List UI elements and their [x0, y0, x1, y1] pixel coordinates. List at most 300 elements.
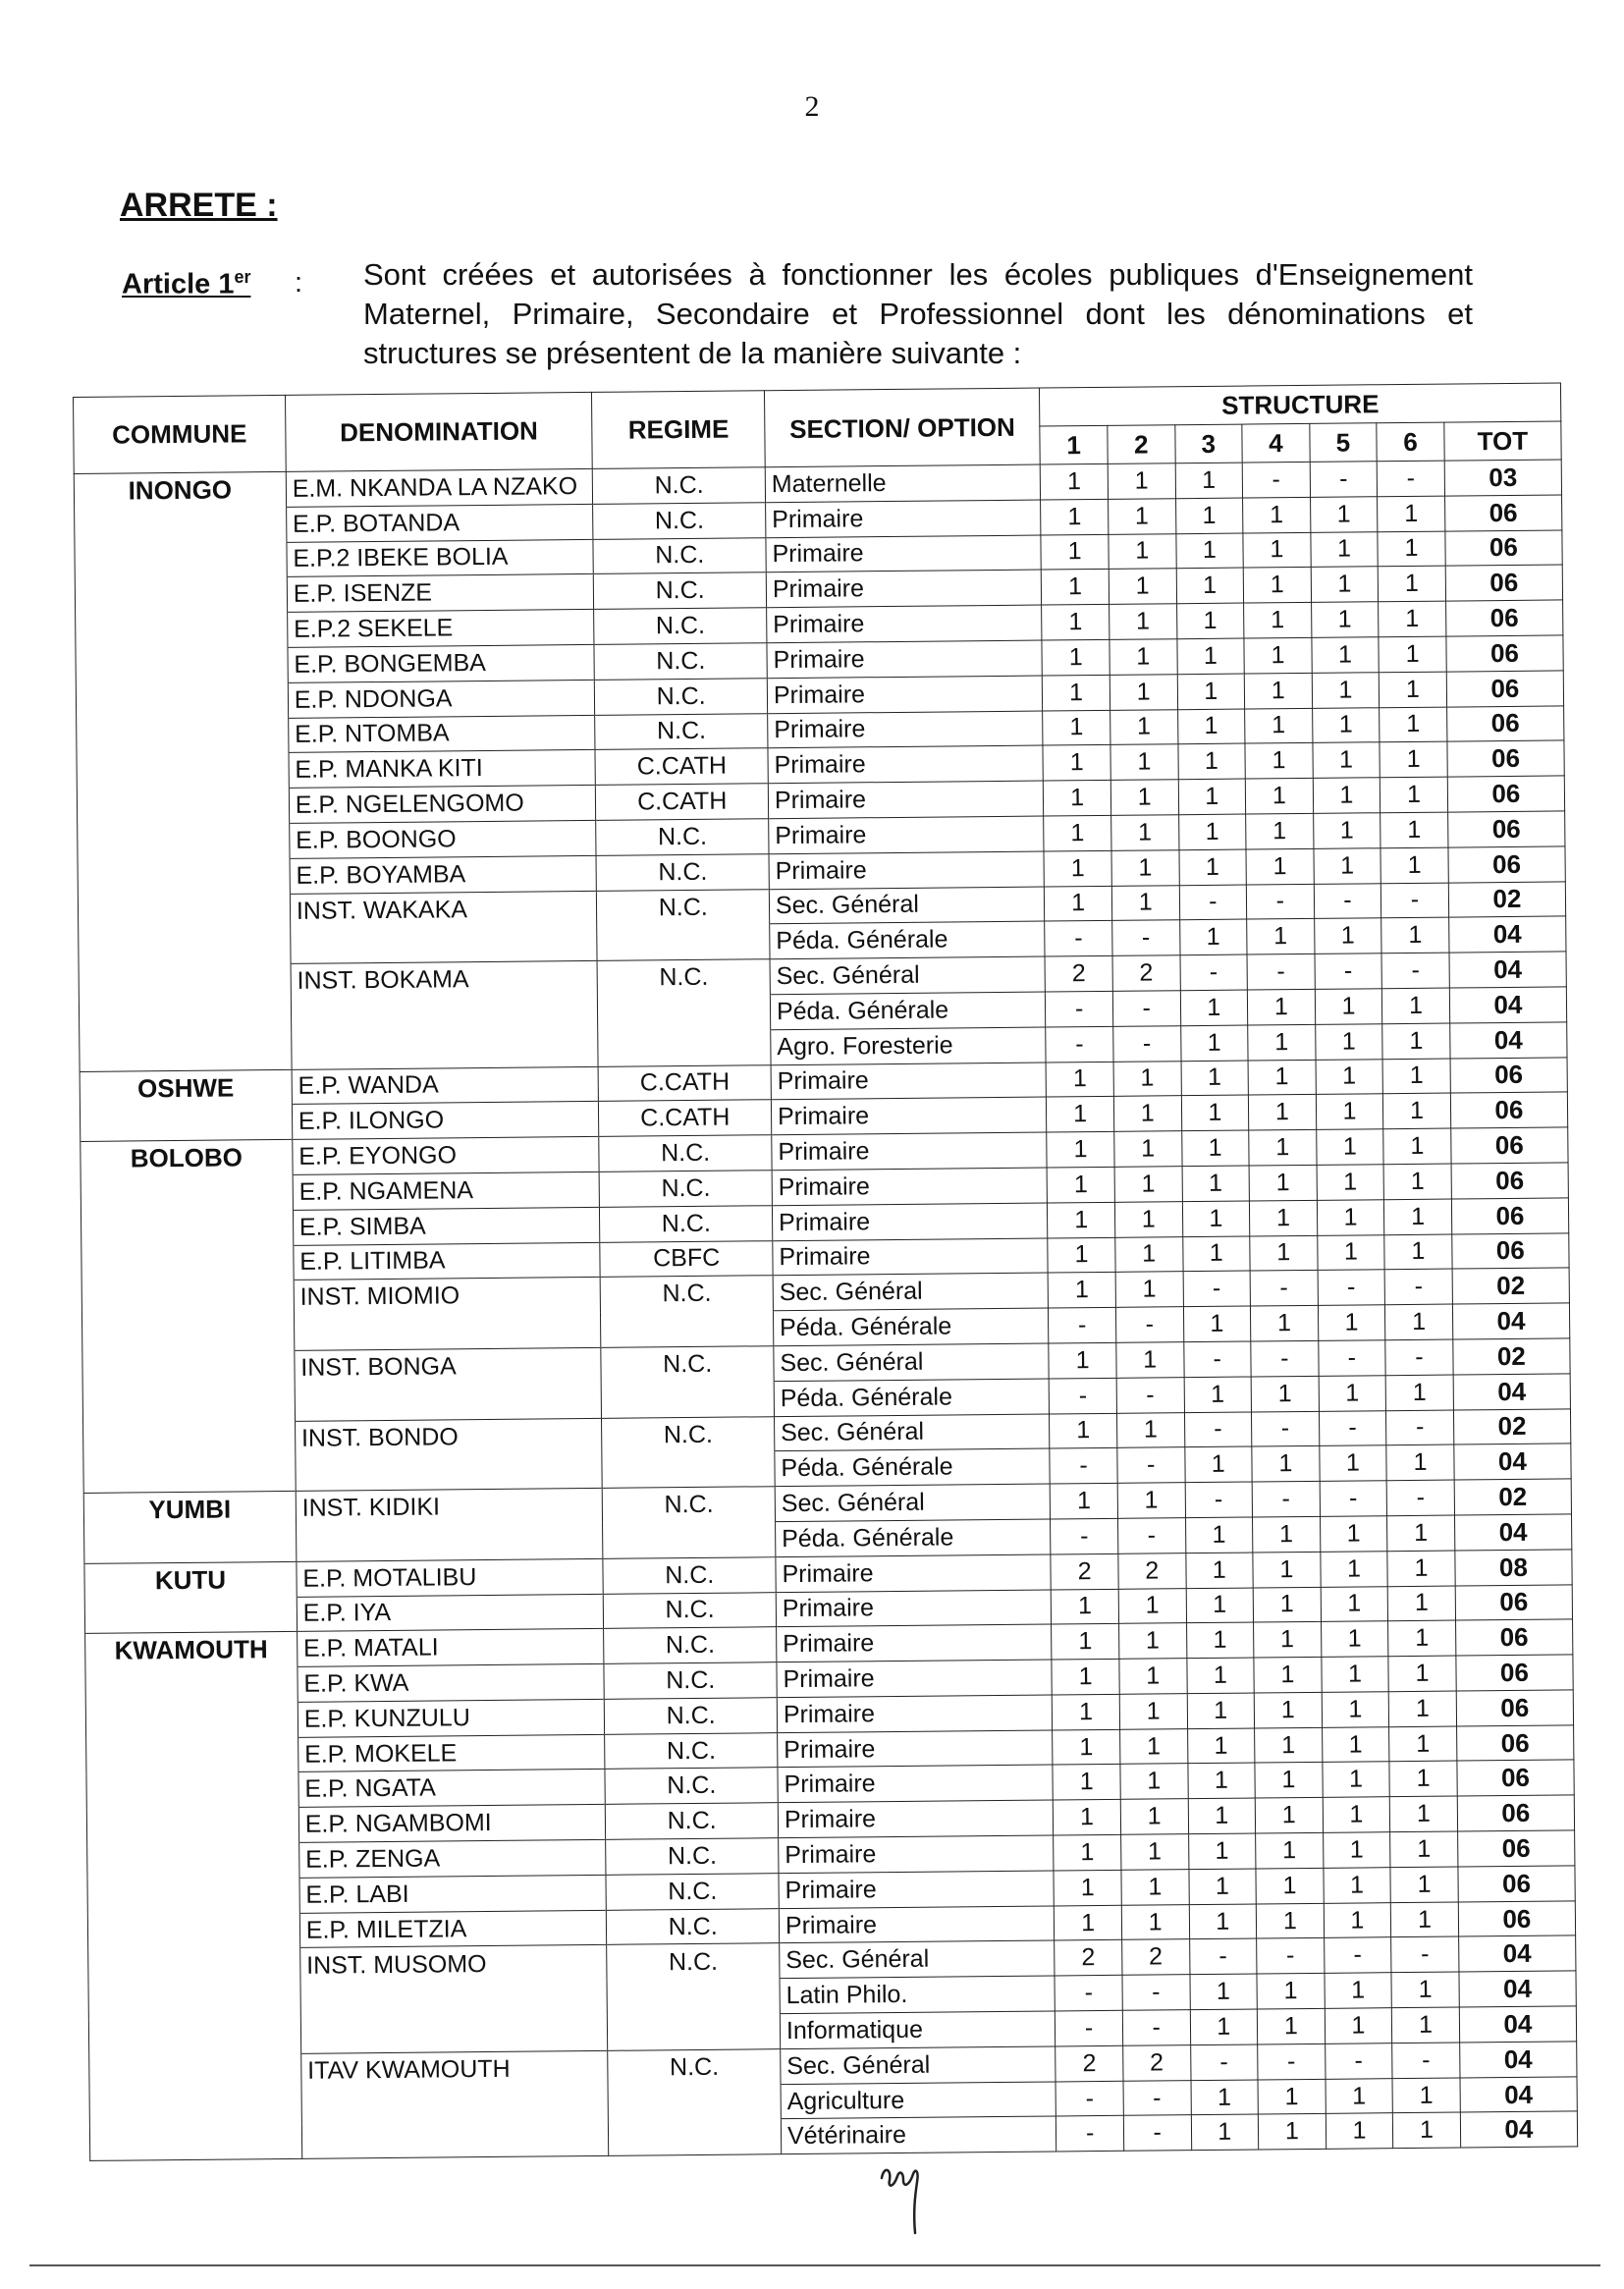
denomination-cell: E.P. BOYAMBA: [290, 855, 597, 894]
structure-level-3-cell: 1: [1181, 1095, 1249, 1130]
section-option-cell: Primaire: [776, 1554, 1052, 1592]
commune-cell: [79, 929, 291, 966]
structure-level-2-cell: -: [1123, 2080, 1191, 2115]
structure-level-5-cell: 1: [1321, 1621, 1388, 1657]
commune-cell: [83, 1421, 296, 1458]
regime-cell: [608, 2014, 781, 2050]
structure-level-4-cell: 1: [1248, 1060, 1316, 1095]
structure-level-3-cell: 1: [1186, 1588, 1254, 1623]
structure-level-5-cell: 1: [1319, 1375, 1386, 1410]
regime-cell: N.C.: [605, 1732, 778, 1769]
structure-level-4-cell: 1: [1254, 1622, 1322, 1658]
section-option-cell: Agriculture: [781, 2082, 1056, 2119]
structure-level-2-cell: -: [1117, 1518, 1185, 1553]
structure-level-1-cell: 1: [1051, 1483, 1118, 1518]
decree-heading: ARRETE :: [120, 187, 278, 224]
commune-cell: [87, 1878, 299, 1915]
structure-level-5-cell: 1: [1324, 1868, 1391, 1903]
total-cell: 06: [1446, 706, 1564, 742]
structure-level-5-cell: 1: [1323, 1832, 1390, 1868]
structure-level-2-cell: 1: [1121, 1834, 1189, 1870]
structure-level-2-cell: 1: [1110, 604, 1177, 639]
section-option-cell: Agro. Foresterie: [771, 1027, 1047, 1064]
section-option-cell: Sec. Général: [781, 2046, 1056, 2084]
denomination-cell: INST. BOKAMA: [291, 961, 598, 1000]
structure-level-2-cell: 1: [1118, 1623, 1186, 1659]
structure-level-6-cell: 1: [1383, 1128, 1451, 1164]
regime-cell: C.CATH: [595, 748, 768, 785]
structure-level-1-cell: 1: [1053, 1694, 1120, 1729]
denomination-cell: [295, 1383, 602, 1421]
total-cell: 06: [1445, 530, 1563, 567]
structure-level-1-cell: 2: [1051, 1553, 1118, 1589]
structure-level-6-cell: 1: [1378, 566, 1445, 601]
structure-level-1-cell: 1: [1054, 1834, 1121, 1870]
section-option-cell: Primaire: [779, 1906, 1055, 1943]
structure-level-2-cell: 1: [1121, 1904, 1189, 1939]
structure-level-3-cell: 1: [1187, 1728, 1255, 1764]
commune-cell: [82, 1316, 295, 1353]
structure-level-4-cell: 1: [1244, 603, 1312, 638]
commune-cell: [89, 2124, 301, 2161]
section-option-cell: Primaire: [772, 1132, 1048, 1170]
structure-level-5-cell: 1: [1312, 637, 1380, 673]
structure-level-1-cell: -: [1046, 991, 1113, 1026]
section-option-cell: Primaire: [768, 745, 1044, 783]
structure-level-1-cell: -: [1056, 2116, 1124, 2152]
structure-level-4-cell: 1: [1247, 989, 1315, 1024]
commune-cell: [80, 1034, 292, 1071]
regime-cell: N.C.: [593, 537, 766, 573]
structure-level-6-cell: 1: [1383, 1164, 1451, 1199]
structure-level-5-cell: 1: [1311, 567, 1379, 602]
regime-cell: N.C.: [607, 1908, 780, 1944]
commune-cell: [76, 647, 288, 684]
section-option-cell: Primaire: [777, 1624, 1053, 1662]
structure-level-3-cell: 1: [1180, 1025, 1248, 1061]
structure-level-2-cell: -: [1122, 2010, 1190, 2045]
structure-level-1-cell: 1: [1052, 1624, 1119, 1660]
structure-level-2-cell: -: [1112, 991, 1180, 1026]
schools-structure-table: [73, 382, 1578, 2161]
header-regime: REGIME: [592, 391, 765, 469]
structure-level-5-cell: 1: [1313, 813, 1380, 848]
structure-level-6-cell: -: [1385, 1339, 1453, 1375]
total-cell: 06: [1458, 1901, 1576, 1937]
structure-level-6-cell: 1: [1380, 777, 1448, 812]
structure-level-3-cell: -: [1190, 2044, 1258, 2080]
structure-level-4-cell: 1: [1243, 532, 1311, 568]
structure-level-3-cell: -: [1180, 954, 1248, 990]
structure-level-6-cell: 1: [1389, 1726, 1457, 1762]
total-cell: 04: [1454, 1514, 1572, 1551]
table-body: [74, 460, 1577, 2161]
total-cell: 06: [1455, 1619, 1573, 1656]
denomination-cell: E.P. BOONGO: [290, 820, 597, 858]
structure-level-1-cell: -: [1046, 1026, 1113, 1062]
structure-level-1-cell: 1: [1042, 605, 1110, 640]
structure-level-5-cell: -: [1315, 954, 1382, 989]
total-cell: 06: [1455, 1584, 1573, 1620]
structure-level-2-cell: 1: [1108, 463, 1175, 499]
handwritten-initials-signature: [874, 2160, 933, 2239]
commune-cell: [88, 1948, 300, 1986]
structure-level-2-cell: 1: [1111, 815, 1179, 850]
section-option-cell: Primaire: [767, 605, 1043, 642]
structure-level-4-cell: -: [1252, 1481, 1320, 1516]
commune-cell: [88, 2018, 300, 2055]
section-option-cell: Vétérinaire: [781, 2116, 1056, 2153]
commune-cell: [89, 2089, 301, 2126]
structure-level-2-cell: -: [1116, 1377, 1184, 1412]
structure-level-3-cell: 1: [1189, 1974, 1257, 2009]
structure-level-1-cell: 1: [1048, 1273, 1115, 1308]
structure-level-5-cell: -: [1318, 1270, 1385, 1305]
structure-level-3-cell: 1: [1184, 1377, 1252, 1412]
structure-level-2-cell: 1: [1119, 1728, 1187, 1764]
structure-level-3-cell: -: [1183, 1271, 1251, 1306]
structure-level-1-cell: 2: [1045, 956, 1112, 992]
regime-cell: N.C.: [595, 679, 768, 715]
commune-cell: [80, 1105, 292, 1142]
section-option-cell: Primaire: [776, 1589, 1052, 1626]
regime-cell: N.C.: [599, 1135, 772, 1172]
structure-level-4-cell: -: [1242, 462, 1310, 497]
total-cell: 04: [1459, 1971, 1577, 2007]
structure-level-3-cell: 1: [1176, 568, 1244, 603]
structure-level-2-cell: 1: [1114, 1167, 1182, 1202]
structure-level-6-cell: 1: [1387, 1515, 1455, 1551]
section-option-cell: Sec. Général: [775, 1484, 1051, 1521]
structure-level-5-cell: 1: [1318, 1305, 1385, 1340]
structure-level-3-cell: 1: [1182, 1166, 1250, 1201]
total-cell: 04: [1460, 2111, 1578, 2148]
total-cell: 04: [1454, 1444, 1572, 1480]
commune-cell: [79, 964, 291, 1002]
regime-cell: [609, 2119, 782, 2155]
regime-cell: [598, 995, 771, 1031]
structure-level-3-cell: 1: [1183, 1306, 1251, 1341]
structure-level-4-cell: 1: [1245, 743, 1313, 779]
structure-level-4-cell: 1: [1247, 919, 1315, 954]
structure-level-4-cell: 1: [1252, 1446, 1320, 1482]
commune-cell: KWAMOUTH: [85, 1632, 298, 1669]
structure-level-5-cell: 1: [1312, 673, 1380, 708]
denomination-cell: E.P. NGAMENA: [293, 1172, 600, 1210]
total-cell: 04: [1460, 2077, 1578, 2113]
structure-level-1-cell: 1: [1044, 781, 1111, 816]
commune-cell: [76, 682, 288, 720]
structure-level-4-cell: 1: [1256, 1868, 1324, 1903]
total-cell: 04: [1449, 1022, 1567, 1059]
structure-level-5-cell: -: [1318, 1340, 1385, 1376]
structure-level-6-cell: 1: [1391, 1902, 1459, 1937]
structure-level-2-cell: -: [1122, 1975, 1190, 2010]
regime-cell: [601, 1311, 774, 1347]
section-option-cell: Primaire: [768, 711, 1044, 748]
regime-cell: N.C.: [596, 819, 769, 855]
denomination-cell: E.P. IYA: [297, 1594, 604, 1632]
structure-level-3-cell: 1: [1184, 1446, 1252, 1482]
structure-level-4-cell: -: [1246, 884, 1314, 919]
structure-level-2-cell: 2: [1122, 1939, 1190, 1975]
structure-level-5-cell: 1: [1313, 742, 1380, 778]
structure-level-1-cell: 2: [1056, 2045, 1123, 2081]
structure-level-2-cell: 1: [1116, 1412, 1184, 1447]
regime-cell: N.C.: [603, 1556, 776, 1593]
regime-cell: N.C.: [606, 1874, 779, 1910]
structure-level-5-cell: 1: [1321, 1586, 1388, 1621]
structure-level-4-cell: 1: [1243, 497, 1311, 532]
structure-level-1-cell: 1: [1042, 639, 1110, 675]
regime-cell: N.C.: [605, 1698, 778, 1734]
structure-level-6-cell: 1: [1378, 531, 1445, 567]
structure-level-6-cell: 1: [1384, 1199, 1452, 1234]
structure-level-4-cell: 1: [1246, 848, 1314, 884]
section-option-cell: Primaire: [772, 1203, 1048, 1240]
section-option-cell: Primaire: [779, 1871, 1055, 1908]
structure-level-6-cell: -: [1381, 883, 1449, 918]
structure-level-5-cell: 1: [1322, 1692, 1389, 1727]
structure-level-2-cell: 1: [1114, 1201, 1182, 1236]
total-cell: 03: [1444, 460, 1562, 496]
commune-cell: [75, 577, 287, 615]
denomination-cell: [301, 2121, 609, 2159]
total-cell: 06: [1447, 811, 1565, 847]
commune-cell: [81, 1174, 293, 1212]
structure-level-6-cell: -: [1384, 1269, 1452, 1304]
structure-level-6-cell: 1: [1385, 1304, 1453, 1339]
regime-cell: N.C.: [605, 1768, 778, 1804]
structure-level-3-cell: 1: [1188, 1869, 1256, 1904]
total-cell: 06: [1451, 1198, 1569, 1234]
structure-level-4-cell: 1: [1256, 1903, 1324, 1938]
denomination-cell: E.P. NDONGA: [288, 680, 595, 718]
regime-cell: [609, 2084, 782, 2120]
structure-level-6-cell: -: [1377, 461, 1444, 496]
header-denomination: DENOMINATION: [285, 392, 592, 471]
structure-level-6-cell: 1: [1387, 1586, 1455, 1621]
denomination-cell: E.P. NTOMBA: [288, 715, 595, 753]
regime-cell: N.C.: [595, 713, 768, 749]
denomination-cell: E.P. LABI: [299, 1875, 607, 1913]
header-level-1: 1: [1040, 425, 1108, 464]
structure-level-5-cell: 1: [1316, 1094, 1383, 1129]
structure-level-1-cell: 1: [1044, 815, 1111, 850]
structure-level-6-cell: 1: [1388, 1691, 1456, 1726]
structure-level-6-cell: 1: [1385, 1375, 1453, 1410]
structure-level-2-cell: 1: [1116, 1342, 1184, 1378]
structure-level-2-cell: 1: [1115, 1272, 1183, 1307]
total-cell: 04: [1453, 1374, 1571, 1410]
section-option-cell: Primaire: [767, 676, 1043, 713]
denomination-cell: E.P. KUNZULU: [298, 1699, 605, 1737]
denomination-cell: E.P. BOTANDA: [286, 504, 593, 542]
denomination-cell: [292, 1031, 599, 1069]
denomination-cell: INST. BONDO: [295, 1418, 602, 1456]
structure-level-5-cell: 1: [1315, 989, 1382, 1024]
regime-cell: N.C.: [607, 1943, 780, 1980]
structure-level-4-cell: 1: [1255, 1727, 1323, 1763]
commune-cell: [84, 1526, 297, 1563]
page-bottom-rule: [29, 2264, 1600, 2266]
structure-level-6-cell: 1: [1380, 707, 1447, 742]
structure-level-2-cell: 1: [1111, 849, 1179, 885]
structure-level-4-cell: 1: [1251, 1305, 1319, 1340]
regime-cell: N.C.: [604, 1627, 777, 1663]
section-option-cell: Sec. Général: [780, 1940, 1056, 1978]
denomination-cell: E.P. MILETZIA: [299, 1910, 607, 1948]
structure-level-5-cell: 1: [1325, 2008, 1392, 2044]
section-option-cell: Primaire: [767, 640, 1043, 678]
structure-level-6-cell: -: [1386, 1410, 1454, 1445]
structure-level-6-cell: 1: [1390, 1831, 1458, 1867]
structure-level-6-cell: 1: [1389, 1762, 1457, 1797]
section-option-cell: Primaire: [769, 851, 1045, 889]
commune-cell: [89, 2053, 301, 2091]
structure-level-3-cell: 1: [1175, 498, 1243, 533]
denomination-cell: E.P.2 IBEKE BOLIA: [287, 539, 594, 577]
structure-level-2-cell: 1: [1110, 744, 1178, 780]
structure-level-2-cell: 1: [1118, 1588, 1186, 1623]
denomination-cell: E.P. NGAMBOMI: [298, 1805, 606, 1843]
structure-level-5-cell: 1: [1312, 707, 1380, 742]
regime-cell: N.C.: [593, 503, 766, 539]
structure-level-1-cell: 1: [1047, 1167, 1114, 1202]
structure-level-2-cell: -: [1123, 2115, 1191, 2151]
commune-cell: KUTU: [84, 1561, 297, 1599]
section-option-cell: Primaire: [778, 1765, 1054, 1802]
structure-level-2-cell: 2: [1123, 2045, 1191, 2081]
denomination-cell: [300, 1981, 608, 2019]
denomination-cell: INST. WAKAKA: [290, 891, 597, 929]
structure-level-1-cell: -: [1049, 1378, 1116, 1413]
total-cell: 04: [1449, 952, 1567, 988]
page-number: 2: [804, 90, 820, 123]
structure-level-3-cell: 1: [1177, 709, 1245, 744]
total-cell: 04: [1452, 1303, 1570, 1339]
structure-level-6-cell: 1: [1387, 1551, 1455, 1586]
article-label-superscript: er: [234, 267, 251, 287]
header-level-2: 2: [1108, 425, 1175, 464]
header-level-6: 6: [1377, 422, 1444, 462]
structure-level-1-cell: 1: [1044, 850, 1111, 886]
structure-level-6-cell: 1: [1392, 2007, 1460, 2043]
article-colon: :: [295, 267, 303, 299]
header-level-3: 3: [1174, 424, 1242, 463]
total-cell: 06: [1445, 600, 1563, 636]
structure-level-3-cell: 1: [1180, 990, 1248, 1025]
structure-level-2-cell: 1: [1110, 780, 1178, 815]
structure-level-1-cell: 1: [1052, 1589, 1119, 1624]
article-text: Sont créées et autorisées à fonctionner les écoles publiques d'Enseignement Maternel, Primaire, Secondaire et Professionnel dont les dénominations et structures se présentent de la manière suivante :: [363, 257, 1473, 370]
structure-level-1-cell: -: [1056, 2010, 1123, 2045]
structure-level-3-cell: 1: [1186, 1622, 1254, 1658]
denomination-cell: E.P. MATALI: [297, 1629, 604, 1667]
structure-level-3-cell: 1: [1188, 1798, 1256, 1833]
denomination-cell: E.P. ZENGA: [298, 1839, 606, 1878]
regime-cell: N.C.: [594, 643, 767, 680]
article-label-text: Article 1: [122, 268, 235, 300]
commune-cell: OSHWE: [80, 1069, 292, 1107]
article-label: [122, 267, 250, 301]
denomination-cell: E.P. MANKA KITI: [289, 750, 596, 789]
structure-level-3-cell: 1: [1191, 2114, 1259, 2150]
commune-cell: [86, 1772, 298, 1810]
total-cell: 04: [1449, 987, 1567, 1023]
structure-level-1-cell: 1: [1050, 1413, 1117, 1448]
structure-level-6-cell: 1: [1378, 496, 1445, 531]
structure-level-4-cell: 1: [1246, 813, 1314, 848]
total-cell: 06: [1444, 495, 1562, 531]
structure-level-5-cell: 1: [1314, 918, 1381, 954]
structure-level-6-cell: -: [1392, 2043, 1460, 2078]
structure-level-2-cell: -: [1117, 1447, 1185, 1483]
structure-level-3-cell: -: [1179, 885, 1247, 920]
structure-level-2-cell: 1: [1120, 1799, 1188, 1834]
structure-level-4-cell: 1: [1249, 1165, 1317, 1200]
denomination-cell: E.P. SIMBA: [293, 1207, 600, 1245]
structure-level-6-cell: 1: [1392, 2078, 1460, 2113]
structure-level-5-cell: 1: [1323, 1762, 1390, 1797]
section-option-cell: Primaire: [778, 1800, 1054, 1837]
commune-cell: [87, 1913, 299, 1950]
structure-level-6-cell: 1: [1379, 672, 1446, 707]
structure-level-2-cell: 1: [1121, 1870, 1189, 1905]
regime-cell: N.C.: [604, 1662, 777, 1699]
total-cell: 06: [1451, 1127, 1569, 1164]
structure-level-4-cell: 1: [1243, 568, 1311, 603]
structure-level-3-cell: -: [1189, 1938, 1257, 1974]
structure-level-4-cell: 1: [1257, 1974, 1325, 2009]
denomination-cell: E.P. KWA: [298, 1663, 605, 1702]
regime-cell: N.C.: [600, 1205, 773, 1241]
header-commune: COMMUNE: [74, 395, 287, 473]
total-cell: 04: [1459, 2042, 1577, 2078]
structure-level-4-cell: 1: [1244, 673, 1312, 708]
denomination-cell: E.P. MOTALIBU: [297, 1558, 604, 1597]
section-option-cell: Sec. Général: [774, 1414, 1050, 1451]
structure-level-1-cell: 1: [1043, 675, 1110, 710]
regime-cell: [602, 1381, 775, 1417]
structure-level-5-cell: 1: [1322, 1657, 1389, 1692]
denomination-cell: E.M. NKANDA LA NZAKO: [286, 468, 593, 507]
structure-level-4-cell: 1: [1249, 1130, 1317, 1166]
structure-level-5-cell: 1: [1317, 1165, 1384, 1200]
structure-level-4-cell: 1: [1250, 1235, 1318, 1271]
structure-level-6-cell: 1: [1391, 1972, 1459, 2007]
structure-level-6-cell: 1: [1383, 1093, 1451, 1128]
structure-level-2-cell: 1: [1113, 1096, 1181, 1131]
commune-cell: [75, 507, 287, 544]
section-option-cell: Primaire: [766, 535, 1042, 572]
structure-level-5-cell: -: [1324, 1937, 1391, 1973]
header-level-5: 5: [1309, 423, 1377, 463]
structure-level-4-cell: 1: [1249, 1200, 1317, 1235]
denomination-cell: E.P. NGELENGOMO: [289, 786, 596, 824]
total-cell: 06: [1448, 846, 1566, 883]
structure-level-3-cell: 1: [1176, 638, 1244, 674]
structure-level-1-cell: -: [1049, 1307, 1116, 1342]
structure-level-6-cell: 1: [1393, 2112, 1461, 2148]
structure-level-6-cell: 1: [1381, 917, 1449, 953]
structure-level-6-cell: 1: [1380, 741, 1447, 777]
structure-level-1-cell: 2: [1055, 1940, 1122, 1976]
structure-level-1-cell: 1: [1041, 499, 1109, 534]
total-cell: 04: [1448, 916, 1566, 953]
structure-level-2-cell: 1: [1115, 1236, 1183, 1272]
structure-level-2-cell: 1: [1110, 639, 1177, 675]
